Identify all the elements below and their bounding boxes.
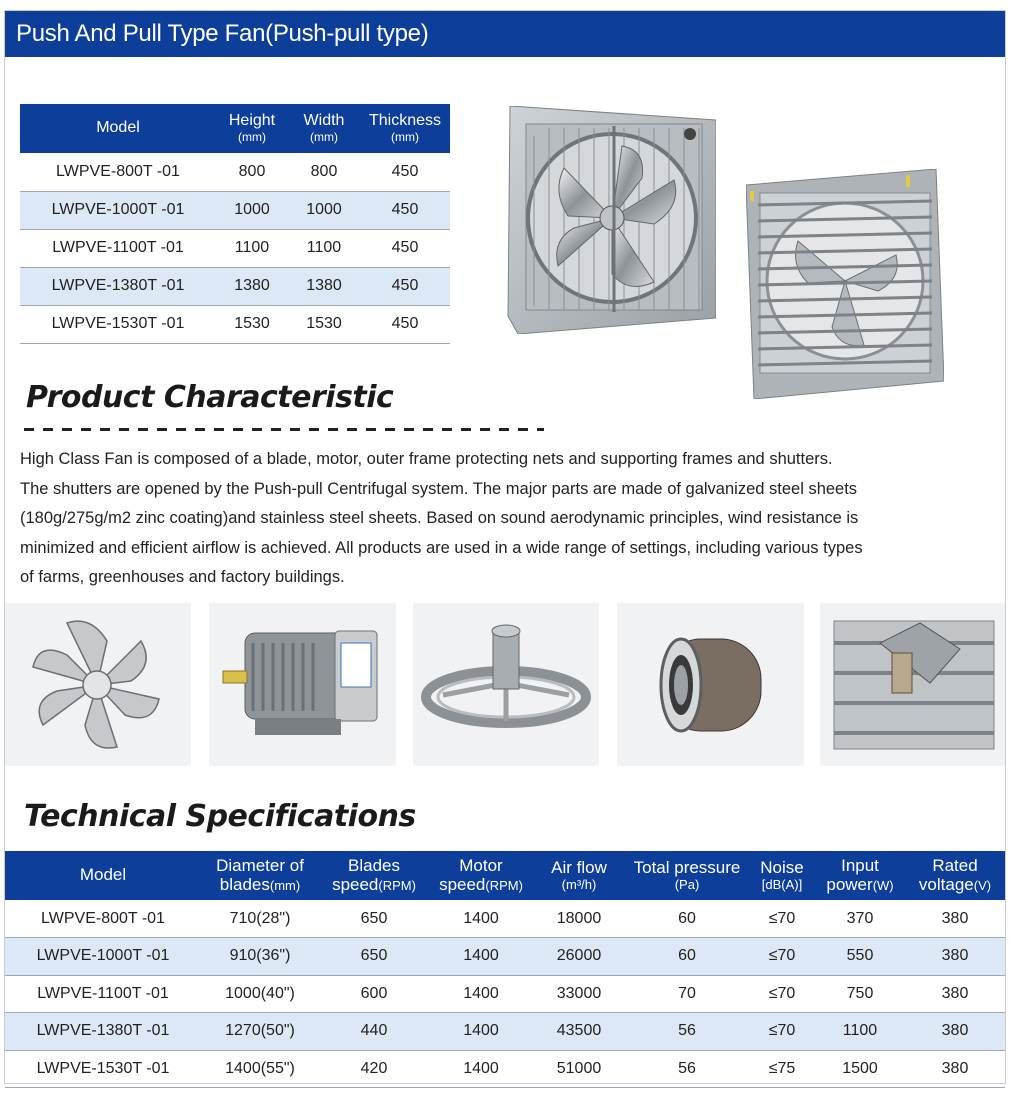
cell-width: 1380 — [288, 267, 360, 305]
table-row — [20, 229, 450, 267]
cell-thickness: 450 — [360, 229, 450, 267]
cell-width: 1530 — [288, 305, 360, 343]
table-row — [20, 305, 450, 343]
cell-thickness: 450 — [360, 267, 450, 305]
cell-thickness: 450 — [360, 191, 450, 229]
cell-motor-speed: 1400 — [429, 1050, 533, 1088]
size-table — [20, 104, 450, 344]
cell-model: LWPVE-1000T -01 — [5, 938, 201, 976]
fan-shutter-image — [746, 169, 944, 399]
table-row — [5, 900, 1005, 938]
spec-table — [5, 851, 1005, 1088]
cell-total-pressure: 56 — [625, 1050, 749, 1088]
description-line: High Class Fan is composed of a blade, motor, outer frame protecting nets and supporting frames and shutters. — [20, 450, 833, 468]
cell-motor-speed: 1400 — [429, 938, 533, 976]
cell-blade-speed: 600 — [319, 975, 429, 1013]
characteristic-title: Product Characteristic — [26, 380, 394, 415]
cell-height: 800 — [216, 153, 288, 191]
cell-total-pressure: 60 — [625, 900, 749, 938]
cell-diameter: 1000(40") — [201, 975, 319, 1013]
header-blade-speed: Blades speed(RPM) — [319, 851, 429, 900]
cell-width: 1100 — [288, 229, 360, 267]
cell-height: 1100 — [216, 229, 288, 267]
table-row — [20, 153, 450, 191]
cell-width: 800 — [288, 153, 360, 191]
cell-rated-voltage: 380 — [905, 938, 1005, 976]
table-row — [5, 1050, 1005, 1088]
cell-model: LWPVE-800T -01 — [5, 900, 201, 938]
cell-model: LWPVE-1100T -01 — [5, 975, 201, 1013]
table-row — [20, 191, 450, 229]
cell-model: LWPVE-1100T -01 — [20, 229, 216, 267]
cell-thickness: 450 — [360, 153, 450, 191]
table-row — [5, 938, 1005, 976]
header-height: Height (mm) — [216, 104, 288, 153]
cell-rated-voltage: 380 — [905, 900, 1005, 938]
cell-air-flow: 43500 — [533, 1013, 625, 1051]
cell-input-power: 750 — [815, 975, 905, 1013]
description-line: (180g/275g/m2 zinc coating)and stainless steel sheets. Based on sound aerodynamic principles, wind resistance is — [20, 509, 859, 527]
cell-blade-speed: 650 — [319, 938, 429, 976]
cell-total-pressure: 56 — [625, 1013, 749, 1051]
cell-height: 1000 — [216, 191, 288, 229]
fan-front-image — [504, 106, 716, 334]
table-row — [5, 1013, 1005, 1051]
cell-thickness: 450 — [360, 305, 450, 343]
header-total-pressure: Total pressure (Pa) — [625, 851, 749, 900]
cell-model: LWPVE-800T -01 — [20, 153, 216, 191]
cell-noise: ≤70 — [749, 975, 815, 1013]
page-title: Push And Pull Type Fan(Push-pull type) — [5, 11, 1005, 57]
spec-title: Technical Specifications — [24, 799, 416, 834]
cell-air-flow: 33000 — [533, 975, 625, 1013]
cell-diameter: 1400(55") — [201, 1050, 319, 1088]
cell-input-power: 1500 — [815, 1050, 905, 1088]
cell-motor-speed: 1400 — [429, 1013, 533, 1051]
cell-model: LWPVE-1530T -01 — [20, 305, 216, 343]
cell-air-flow: 18000 — [533, 900, 625, 938]
header-thickness: Thickness (mm) — [360, 104, 450, 153]
pulley-icon — [413, 603, 599, 766]
cell-height: 1380 — [216, 267, 288, 305]
motor-icon — [209, 603, 396, 766]
cell-input-power: 1100 — [815, 1013, 905, 1051]
cell-noise: ≤70 — [749, 938, 815, 976]
cell-air-flow: 26000 — [533, 938, 625, 976]
header-model: Model — [5, 851, 201, 900]
header-noise: Noise [dB(A)] — [749, 851, 815, 900]
description-line: The shutters are opened by the Push-pull Centrifugal system. The major parts are made of galvanized steel sheets — [20, 479, 858, 498]
header-model: Model — [20, 104, 216, 153]
cell-blade-speed: 440 — [319, 1013, 429, 1051]
cell-diameter: 710(28") — [201, 900, 319, 938]
header-air-flow: Air flow (m³/h) — [533, 851, 625, 900]
header-rated-voltage: Rated voltage(V) — [905, 851, 1005, 900]
characteristic-description — [20, 445, 995, 593]
shutter-detail-icon — [820, 603, 1005, 766]
header-width: Width (mm) — [288, 104, 360, 153]
table-row — [5, 975, 1005, 1013]
cell-noise: ≤75 — [749, 1050, 815, 1088]
header-diameter: Diameter of blades(mm) — [201, 851, 319, 900]
bearing-icon — [617, 603, 804, 766]
size-table-header — [20, 104, 450, 153]
cell-motor-speed: 1400 — [429, 975, 533, 1013]
header-input-power: Input power(W) — [815, 851, 905, 900]
cell-rated-voltage: 380 — [905, 1013, 1005, 1051]
dashed-divider — [24, 428, 544, 431]
cell-input-power: 550 — [815, 938, 905, 976]
table-row — [20, 267, 450, 305]
cell-input-power: 370 — [815, 900, 905, 938]
cell-diameter: 1270(50") — [201, 1013, 319, 1051]
spec-table-header — [5, 851, 1005, 900]
header-motor-speed: Motor speed(RPM) — [429, 851, 533, 900]
cell-rated-voltage: 380 — [905, 1050, 1005, 1088]
cell-motor-speed: 1400 — [429, 900, 533, 938]
cell-noise: ≤70 — [749, 1013, 815, 1051]
cell-total-pressure: 60 — [625, 938, 749, 976]
cell-model: LWPVE-1000T -01 — [20, 191, 216, 229]
description-line: minimized and efficient airflow is achieved. All products are used in a wide range of settings, including various types — [20, 538, 863, 557]
cell-model: LWPVE-1380T -01 — [20, 267, 216, 305]
fan-blade-icon — [5, 603, 191, 766]
cell-blade-speed: 420 — [319, 1050, 429, 1088]
cell-rated-voltage: 380 — [905, 975, 1005, 1013]
cell-width: 1000 — [288, 191, 360, 229]
cell-air-flow: 51000 — [533, 1050, 625, 1088]
cell-total-pressure: 70 — [625, 975, 749, 1013]
component-gallery — [5, 603, 1005, 766]
cell-diameter: 910(36") — [201, 938, 319, 976]
description-line: of farms, greenhouses and factory buildings. — [20, 568, 345, 586]
cell-noise: ≤70 — [749, 900, 815, 938]
cell-height: 1530 — [216, 305, 288, 343]
cell-blade-speed: 650 — [319, 900, 429, 938]
cell-model: LWPVE-1530T -01 — [5, 1050, 201, 1088]
cell-model: LWPVE-1380T -01 — [5, 1013, 201, 1051]
